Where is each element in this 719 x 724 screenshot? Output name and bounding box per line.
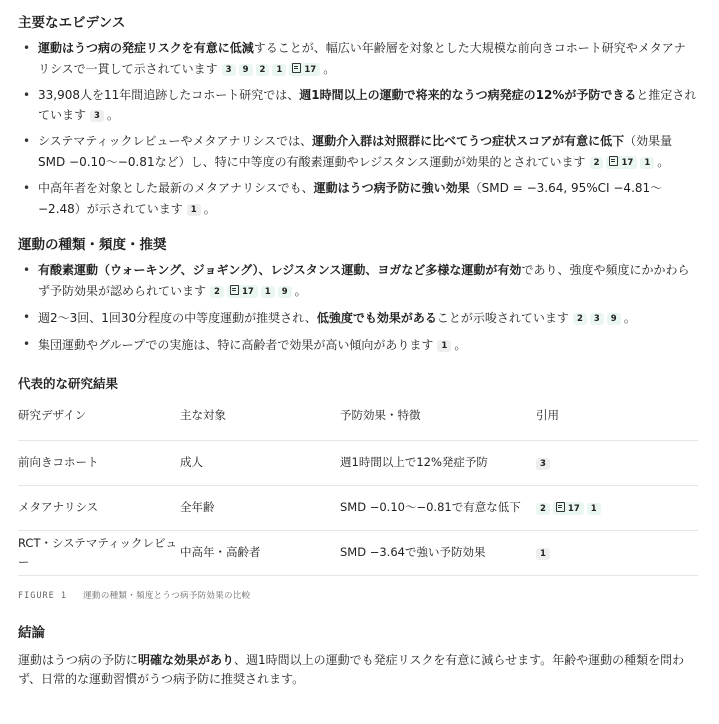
paragraph-text: 、週1時間以上の運動でも発症リスクを有意に減らせます。年齢や運動の種類を問わず、日常的な運動習慣がうつ病予防に推奨されます。 (18, 652, 685, 687)
list-item: • 運動はうつ病の発症リスクを有意に低減することが、幅広い年齢層を対象とした大規模な前向きコホート研究やメタアナリシスで一貫して示されています 3 9 2 1 17 。 (18, 39, 697, 80)
citation-chip[interactable] (553, 502, 584, 515)
types-list (18, 261, 697, 355)
list-item: • 週2〜3回、1回30分程度の中等度運動が推奨され、低強度でも効果があることが示唆されています 2 3 9 。 (18, 308, 697, 329)
cell-target: 成人 (180, 440, 340, 485)
item-text: 中高年者を対象とした最新のメタアナリシスでも、 (38, 180, 314, 195)
document-icon (292, 63, 301, 73)
document-icon (230, 285, 239, 295)
citation-chip[interactable]: 1 (261, 286, 275, 298)
table-row (18, 530, 698, 575)
citation-chip[interactable]: 1 (587, 503, 601, 515)
list-item: • 33,908人を11年間追跡したコホート研究では、週1時間以上の運動で将来的なうつ病発症の12%が予防できると推定されています 3 。 (18, 86, 697, 127)
citation-group (210, 281, 295, 301)
citation-chip[interactable]: 2 (573, 313, 587, 325)
citation-chip[interactable]: 2 (256, 64, 270, 76)
item-text: （SMD = −3.64, 95%CI −4.81〜−2.48）が示されています (38, 180, 663, 216)
item-text: システマティックレビューやメタアナリシスでは、 (38, 134, 313, 149)
section-title-evidence: 主要なエビデンス (18, 15, 126, 31)
results-table (18, 406, 698, 576)
emphasis: 運動はうつ病予防に強い効果 (313, 180, 470, 195)
list-item: • システマティックレビューやメタアナリシスでは、運動介入群は対照群に比べてうつ症状スコアが有意に低下（効果量SMD −0.10〜−0.81など）し、特に中等度の有酸素運動やレジスタンス運動が効果的とされています 2 17 1 。 (18, 132, 697, 173)
cell-target: 全年齢 (180, 485, 340, 530)
citation-group (573, 308, 624, 328)
column-header: 予防効果・特徴 (340, 407, 421, 422)
table-row (18, 440, 698, 485)
item-text: （効果量SMD −0.10〜−0.81など）し、特に中等度の有酸素運動やレジスタンス運動が効果的とされています (38, 134, 673, 169)
emphasis: 有酸素運動（ウォーキング、ジョギング）、レジスタンス運動、ヨガなど多様な運動が有効 (38, 263, 522, 278)
list-item: • 中高年者を対象とした最新のメタアナリシスでも、運動はうつ病予防に強い効果（SMD = −3.64, 95%CI −4.81〜−2.48）が示されています 1 。 (18, 179, 697, 220)
cell-effect: SMD −0.10〜−0.81で有意な低下 (340, 485, 536, 530)
citation-chip[interactable]: 3 (90, 110, 104, 122)
list-item: • 集団運動やグループでの実施は、特に高齢者で効果が高い傾向があります 1 。 (18, 335, 697, 356)
paragraph-text: 運動はうつ病の予防に (18, 652, 139, 667)
item-text: と推定されています (38, 87, 697, 123)
conclusion-paragraph (18, 651, 697, 691)
figure-caption (18, 589, 697, 603)
cell-target: 中高年・高齢者 (180, 530, 340, 575)
citation-group (222, 59, 324, 79)
citation-chip[interactable]: 2 (210, 286, 224, 298)
citation-number: 17 (304, 64, 317, 75)
section-title-conclusion: 結論 (18, 624, 45, 641)
column-header: 研究デザイン (18, 407, 87, 422)
citation-chip[interactable]: 1 (272, 64, 286, 76)
emphasis: 週1時間以上の運動で将来的なうつ病発症の12%が予防できる (299, 87, 637, 102)
cell-design: 前向きコホート (18, 440, 180, 485)
item-text: 33,908人を11年間追跡したコホート研究では、 (38, 87, 300, 102)
item-text: することが、幅広い年齢層を対象とした大規模な前向きコホート研究やメタアナリシスで一貫して示されています (38, 41, 686, 76)
column-header: 引用 (536, 407, 559, 422)
citation-number: 17 (241, 287, 254, 298)
item-text: 週2〜3回、1回30分程度の中等度運動が推奨され、 (38, 310, 317, 325)
citation-chip[interactable]: 9 (278, 286, 292, 298)
figure-label: FIGURE 1 (18, 590, 67, 601)
table-header-row (18, 406, 698, 441)
citation-group (90, 105, 107, 125)
citation-chip[interactable] (606, 156, 637, 169)
emphasis: 低強度でも効果がある (316, 310, 437, 325)
citation-chip[interactable]: 1 (437, 340, 451, 352)
emphasis: 運動はうつ病の発症リスクを有意に低減 (38, 41, 254, 55)
cell-design: RCT・システマティックレビュー (18, 530, 180, 575)
citation-number: 17 (567, 504, 580, 515)
citation-number: 17 (621, 157, 634, 168)
emphasis: 運動介入群は対照群に比べてうつ症状スコアが有意に低下 (312, 134, 625, 149)
cell-effect: SMD −3.64で強い予防効果 (340, 530, 536, 575)
citation-chip[interactable] (289, 63, 320, 76)
cell-citation (536, 440, 698, 485)
citation-chip[interactable]: 1 (536, 548, 550, 560)
citation-chip[interactable]: 9 (607, 313, 621, 325)
document-icon (609, 156, 618, 166)
citation-chip[interactable]: 1 (187, 204, 201, 216)
section-title-types: 運動の種類・頻度・推奨 (18, 237, 167, 254)
figure-caption-text: 運動の種類・頻度とうつ病予防効果の比較 (83, 590, 251, 601)
citation-chip[interactable] (227, 285, 258, 298)
citation-chip[interactable]: 2 (536, 503, 550, 515)
citation-chip[interactable]: 3 (590, 313, 604, 325)
column-header: 主な対象 (180, 407, 226, 422)
list-item: • 有酸素運動（ウォーキング、ジョギング）、レジスタンス運動、ヨガなど多様な運動が有効であり、強度や頻度にかかわらず予防効果が認められています 2 17 1 9 。 (18, 261, 697, 302)
item-text: ことが示唆されています (436, 310, 569, 325)
page (0, 13, 719, 690)
citation-chip[interactable]: 9 (239, 64, 253, 76)
cell-citation (536, 530, 698, 575)
citation-chip[interactable]: 2 (590, 157, 604, 169)
citation-chip[interactable]: 3 (222, 64, 236, 76)
cell-citation (536, 485, 698, 530)
citation-group (437, 335, 454, 355)
evidence-list (18, 39, 697, 219)
citation-chip[interactable]: 3 (536, 458, 550, 470)
item-text: 集団運動やグループでの実施は、特に高齢者で効果が高い傾向があります (38, 337, 434, 352)
document-icon (556, 502, 565, 512)
cell-design: メタアナリシス (18, 485, 180, 530)
section-title-results: 代表的な研究結果 (18, 375, 119, 391)
citation-group (187, 199, 204, 219)
citation-group (590, 152, 658, 172)
emphasis: 明確な効果があり (138, 652, 235, 667)
item-text: であり、強度や頻度にかかわらず予防効果が認められています (38, 263, 690, 299)
citation-chip[interactable]: 1 (640, 157, 654, 169)
cell-effect: 週1時間以上で12%発症予防 (340, 440, 536, 485)
table-row (18, 485, 698, 530)
